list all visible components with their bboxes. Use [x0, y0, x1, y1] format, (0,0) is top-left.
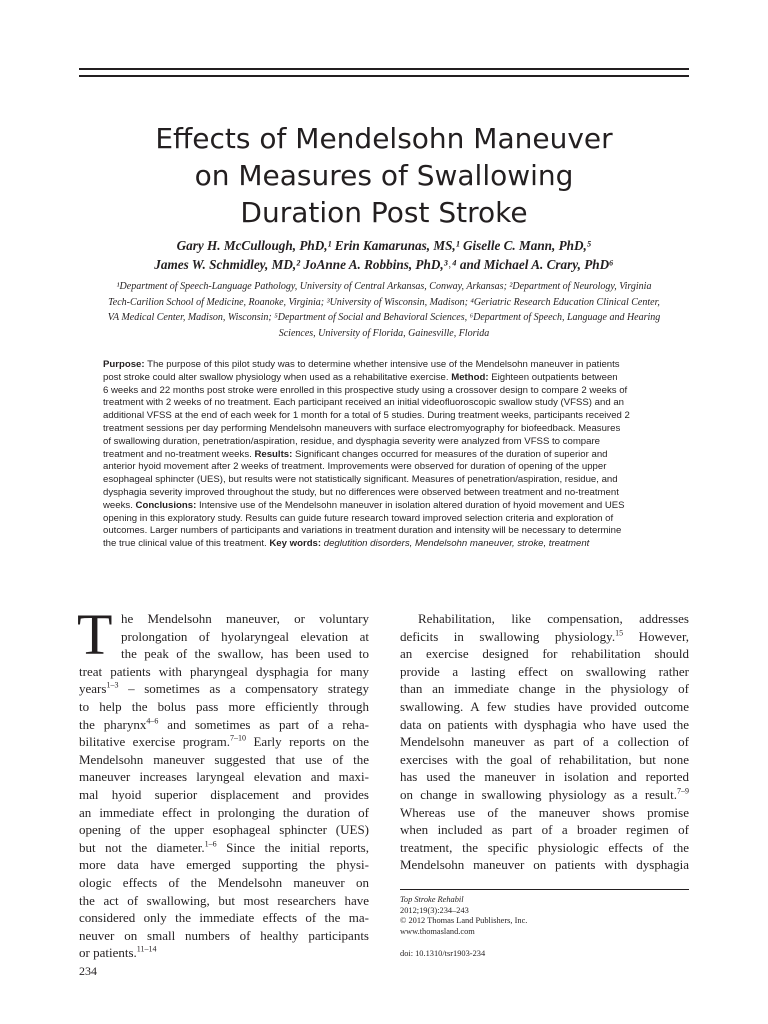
body-line: mal hyoid superior displacement and provides — [79, 786, 369, 802]
body-line: prolongation of hyolaryngeal elevation at — [121, 628, 369, 644]
abstract-text: of swallowing duration, penetration/aspiration, residue, and dysphagia severity were analyzed from VFSS to compare — [103, 435, 601, 447]
keywords: deglutition disorders, Mendelsohn maneuver, stroke, treatment — [321, 538, 590, 550]
body-text: or patients. — [79, 945, 137, 961]
body-text: but not the diameter. — [79, 839, 205, 855]
abstract-text: the true clinical value of this treatment. — [103, 538, 270, 550]
body-line — [400, 628, 689, 646]
abstract-text: Significant changes occurred for measures of the duration of superior and — [292, 448, 608, 460]
footnote-rule — [400, 889, 689, 890]
affiliation-line: VA Medical Center, Madison, Wisconsin; ⁵Department of Social and Behavioral Sciences, ⁶Department of Speech, Language and Hearing — [107, 312, 661, 324]
abstract-text: treatment with 2 weeks of no treatment. Each participant received an initial videofluoroscopic swallow study (VFSS) and an — [103, 397, 624, 409]
body-line: ologic effects of the Mendelsohn maneuver on — [79, 874, 369, 890]
header-rule-top — [79, 68, 689, 70]
body-line: Mendelsohn maneuver on patients with dysphagia — [400, 857, 689, 873]
body-line: an exercise designed for rehabilitation should — [400, 646, 689, 662]
page-number: 234 — [79, 964, 97, 978]
body-line: swallowing. A few studies have provided outcome — [400, 698, 689, 714]
abstract-text: additional VFSS at the end of each week for 1 month for a total of 5 studies. During treatment weeks, participants received 2 — [103, 410, 630, 422]
abstract-text: post stroke could alter swallow physiology when used as a rehabilitative exercise. — [103, 371, 452, 383]
abstract-text: Intensive use of the Mendelsohn maneuver in isolation altered duration of hyoid movement and UES — [196, 499, 625, 511]
body-text: the pharynx — [79, 716, 147, 732]
author-line: Gary H. McCullough, PhD,¹ Erin Kamarunas, MS,¹ Giselle C. Mann, PhD,⁵ — [176, 238, 592, 253]
article-title — [79, 120, 689, 231]
body-line: opening of the upper esophageal sphincter (UES) — [79, 822, 369, 838]
affiliation-line: ¹Department of Speech-Language Pathology, University of Central Arkansas, Conway, Arkansas; ²Department of Neurology, Virginia — [116, 281, 652, 292]
citation-ref: 11–14 — [136, 944, 157, 954]
affiliation-line: Sciences, University of Florida, Gainesville, Florida — [278, 327, 490, 339]
body-text: bilitative exercise program. — [79, 734, 231, 750]
affiliations — [79, 279, 689, 341]
body-line: treatment, the specific physiologic effects of the — [400, 839, 689, 855]
body-line — [79, 733, 369, 751]
abstract-text: esophageal sphincter (UES), but results were not statistically significant. Measures of penetration/aspiration, residue, and — [103, 474, 618, 486]
citation-ref: 1–6 — [204, 839, 217, 849]
journal-citation — [400, 895, 689, 916]
body-line: the act of swallowing, but most researchers have — [79, 892, 369, 908]
body-line: Rehabilitation, like compensation, addresses — [418, 611, 689, 626]
abstract — [103, 359, 665, 551]
abstract-text: Eighteen outpatients between — [488, 371, 618, 383]
body-text: and sometimes as part of a reha- — [158, 716, 370, 732]
body-line: provide a lasting effect on swallowing rather — [400, 663, 689, 679]
body-text: Early reports on the — [246, 734, 369, 750]
body-line: exercises with the goal of rehabilitation, but none — [400, 751, 689, 767]
body-line: has used the maneuver in isolation and reported — [400, 769, 689, 785]
results-label: Results: — [254, 448, 293, 460]
citation-ref: 7–10 — [230, 733, 247, 743]
abstract-text: 6 weeks and 22 months post stroke were enrolled in this prospective study using a crossover design to compare 2 weeks of — [103, 384, 628, 396]
abstract-text: anterior hyoid movement after 2 weeks of treatment. Improvements were observed for duration of opening of the upper — [103, 461, 607, 473]
body-text: on change in swallowing physiology as a result. — [400, 786, 677, 802]
method-label: Method: — [451, 371, 489, 383]
author-line: James W. Schmidley, MD,² JoAnne A. Robbins, PhD,³˒⁴ and Michael A. Crary, PhD⁶ — [154, 257, 614, 272]
citation-ref: 4–6 — [146, 716, 159, 726]
body-line: Mendelsohn maneuver as part of a collection of — [400, 734, 689, 750]
abstract-text: outcomes. Larger numbers of participants and variations in treatment duration and intensity will be necessary to determine — [103, 525, 622, 537]
title-line: on Measures of Swallowing — [194, 159, 574, 192]
citation-details: 2012;19(3):234–243 — [400, 905, 469, 915]
citation-ref: 15 — [615, 628, 624, 638]
affiliation-line: Tech-Carilion School of Medicine, Roanoke, Virginia; ³University of Wisconsin, Madison; ⁴Geriatric Research Education Clinical Center, — [108, 296, 660, 308]
body-line — [79, 716, 369, 734]
drop-cap: T — [77, 602, 113, 667]
journal-name: Top Stroke Rehabil — [400, 895, 464, 904]
body-line: Mendelsohn maneuver suggested that use of the — [79, 751, 369, 767]
body-line: an immediate effect in prolonging the duration of — [79, 804, 369, 820]
body-line — [400, 786, 689, 804]
body-text: years — [79, 681, 107, 697]
keywords-label: Key words: — [269, 538, 322, 550]
body-text: deficits in swallowing physiology. — [400, 628, 616, 644]
body-line: data on patients with dysphagia who have used the — [400, 716, 689, 732]
abstract-text: treatment and no-treatment weeks. — [103, 448, 255, 460]
body-line: neuver on small numbers of healthy participants — [79, 927, 369, 943]
abstract-text: treatment sessions per day performing Mendelsohn maneuvers with surface electromyography for biofeedback. Measures — [103, 422, 621, 434]
body-line — [79, 680, 369, 698]
copyright: © 2012 Thomas Land Publishers, Inc. — [400, 916, 528, 926]
publication-footnote — [400, 895, 689, 960]
body-column-left — [79, 610, 369, 962]
body-line: Whereas use of the maneuver shows promise — [400, 804, 689, 820]
body-text: However, — [623, 628, 689, 644]
doi[interactable]: doi: 10.1310/tsr1903-234 — [400, 949, 486, 959]
body-line — [79, 839, 369, 857]
title-line: Effects of Mendelsohn Maneuver — [155, 122, 613, 155]
citation-ref: 1–3 — [106, 681, 119, 691]
body-line: considered only the immediate effects of the ma- — [79, 910, 369, 926]
author-list — [79, 236, 689, 274]
abstract-text: dysphagia severity improved throughout the study, but no differences were observed between treatment and no-treatment — [103, 486, 619, 498]
conclusions-label: Conclusions: — [135, 499, 197, 511]
header-rule-bottom — [79, 75, 689, 77]
body-line — [79, 944, 369, 962]
body-column-right — [400, 610, 689, 874]
body-line: he Mendelsohn maneuver, or voluntary — [121, 611, 369, 626]
body-line: the peak of the swallow, has been used to — [121, 646, 369, 662]
body-line: than an immediate change in the physiology of — [400, 681, 689, 697]
title-line: Duration Post Stroke — [240, 196, 528, 229]
body-line: to help the bolus pass more efficiently through — [79, 698, 369, 714]
body-line: when included as part of a broader regimen of — [400, 822, 689, 838]
abstract-text: opening in this exploratory study. Results can guide future research toward improved selection criteria and exploration of — [103, 512, 614, 524]
purpose-label: Purpose: — [103, 359, 145, 370]
publisher-website[interactable]: www.thomasland.com — [400, 926, 475, 936]
body-line: treat patients with pharyngeal dysphagia for many — [79, 663, 369, 679]
body-line: maneuver increases laryngeal elevation and maxi- — [79, 769, 369, 785]
body-text: – sometimes as a compensatory strategy — [118, 681, 369, 697]
abstract-text: weeks. — [103, 499, 136, 511]
body-text: Since the initial reports, — [216, 839, 369, 855]
body-line: more data have emerged supporting the physi- — [79, 857, 369, 873]
citation-ref: 7–9 — [677, 786, 689, 796]
abstract-text: The purpose of this pilot study was to determine whether intensive use of the Mendelsohn maneuver in patients — [144, 359, 620, 370]
